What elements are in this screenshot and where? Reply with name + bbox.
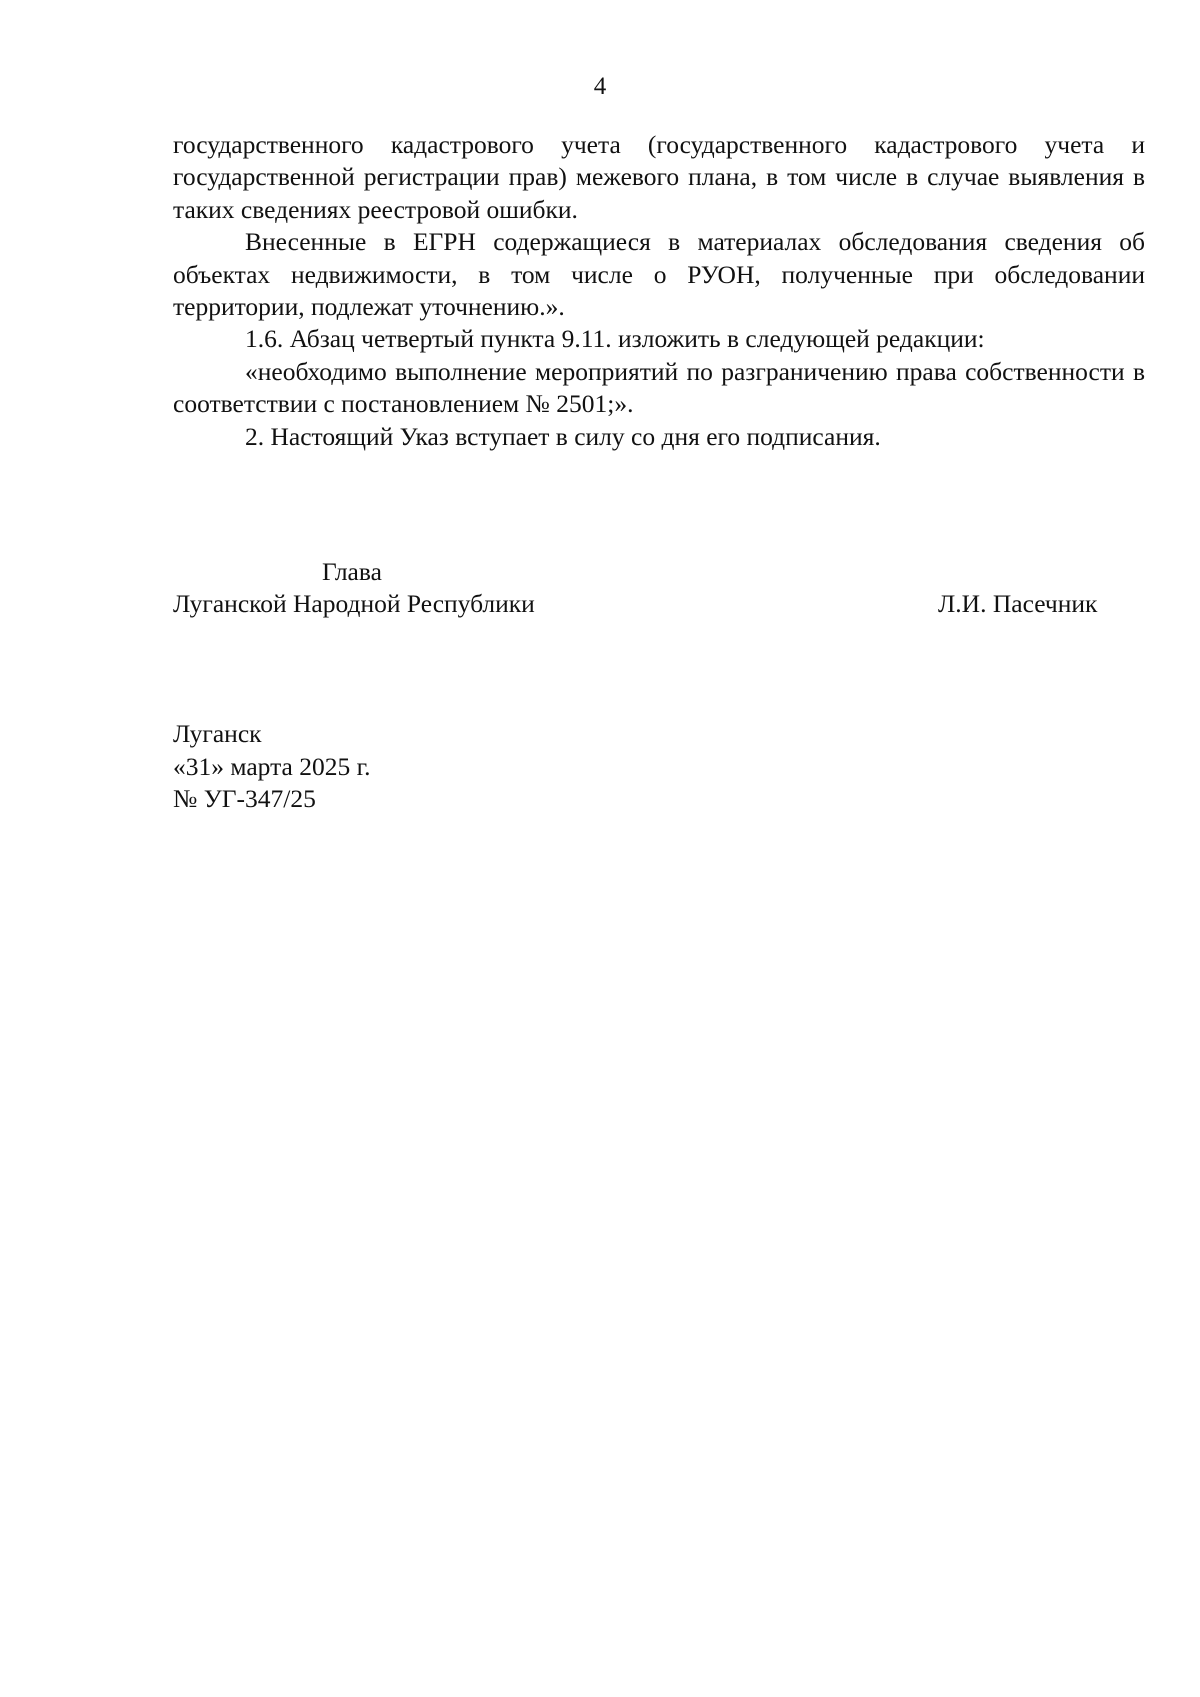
paragraph-quoted-text: «необходимо выполнение мероприятий по разграничению права собственности в соответствии с постановлением № 2501;». bbox=[173, 356, 1145, 419]
signature-title: Глава bbox=[322, 557, 382, 586]
paragraph-amendment-1-6: 1.6. Абзац четвертый пункта 9.11. изложить в следующей редакции: bbox=[245, 324, 985, 354]
footer-date: «31» марта 2025 г. bbox=[173, 751, 371, 781]
document-body bbox=[173, 129, 1145, 453]
footer-number: № УГ-347/25 bbox=[173, 784, 316, 813]
paragraph-egrn-data: Внесенные в ЕГРН содержащиеся в материалах обследования сведения об объектах недвижимости, в том числе о РУОН, полученные при обследовании территории, подлежат уточнению.». bbox=[173, 227, 1145, 322]
page-number: 4 bbox=[593, 73, 607, 100]
signature-organization: Луганской Народной Республики bbox=[173, 589, 535, 618]
footer-city: Луганск bbox=[173, 719, 262, 748]
paragraph-continuation: государственного кадастрового учета (государственного кадастрового учета и государственной регистрации прав) межевого плана, в том числе в случае выявления в таких сведениях реестровой ошибки. bbox=[173, 130, 1145, 224]
signature-name: Л.И. Пасечник bbox=[938, 589, 1098, 618]
paragraph-effective-date: 2. Настоящий Указ вступает в силу со дня его подписания. bbox=[245, 421, 881, 451]
document-footer bbox=[173, 718, 371, 816]
